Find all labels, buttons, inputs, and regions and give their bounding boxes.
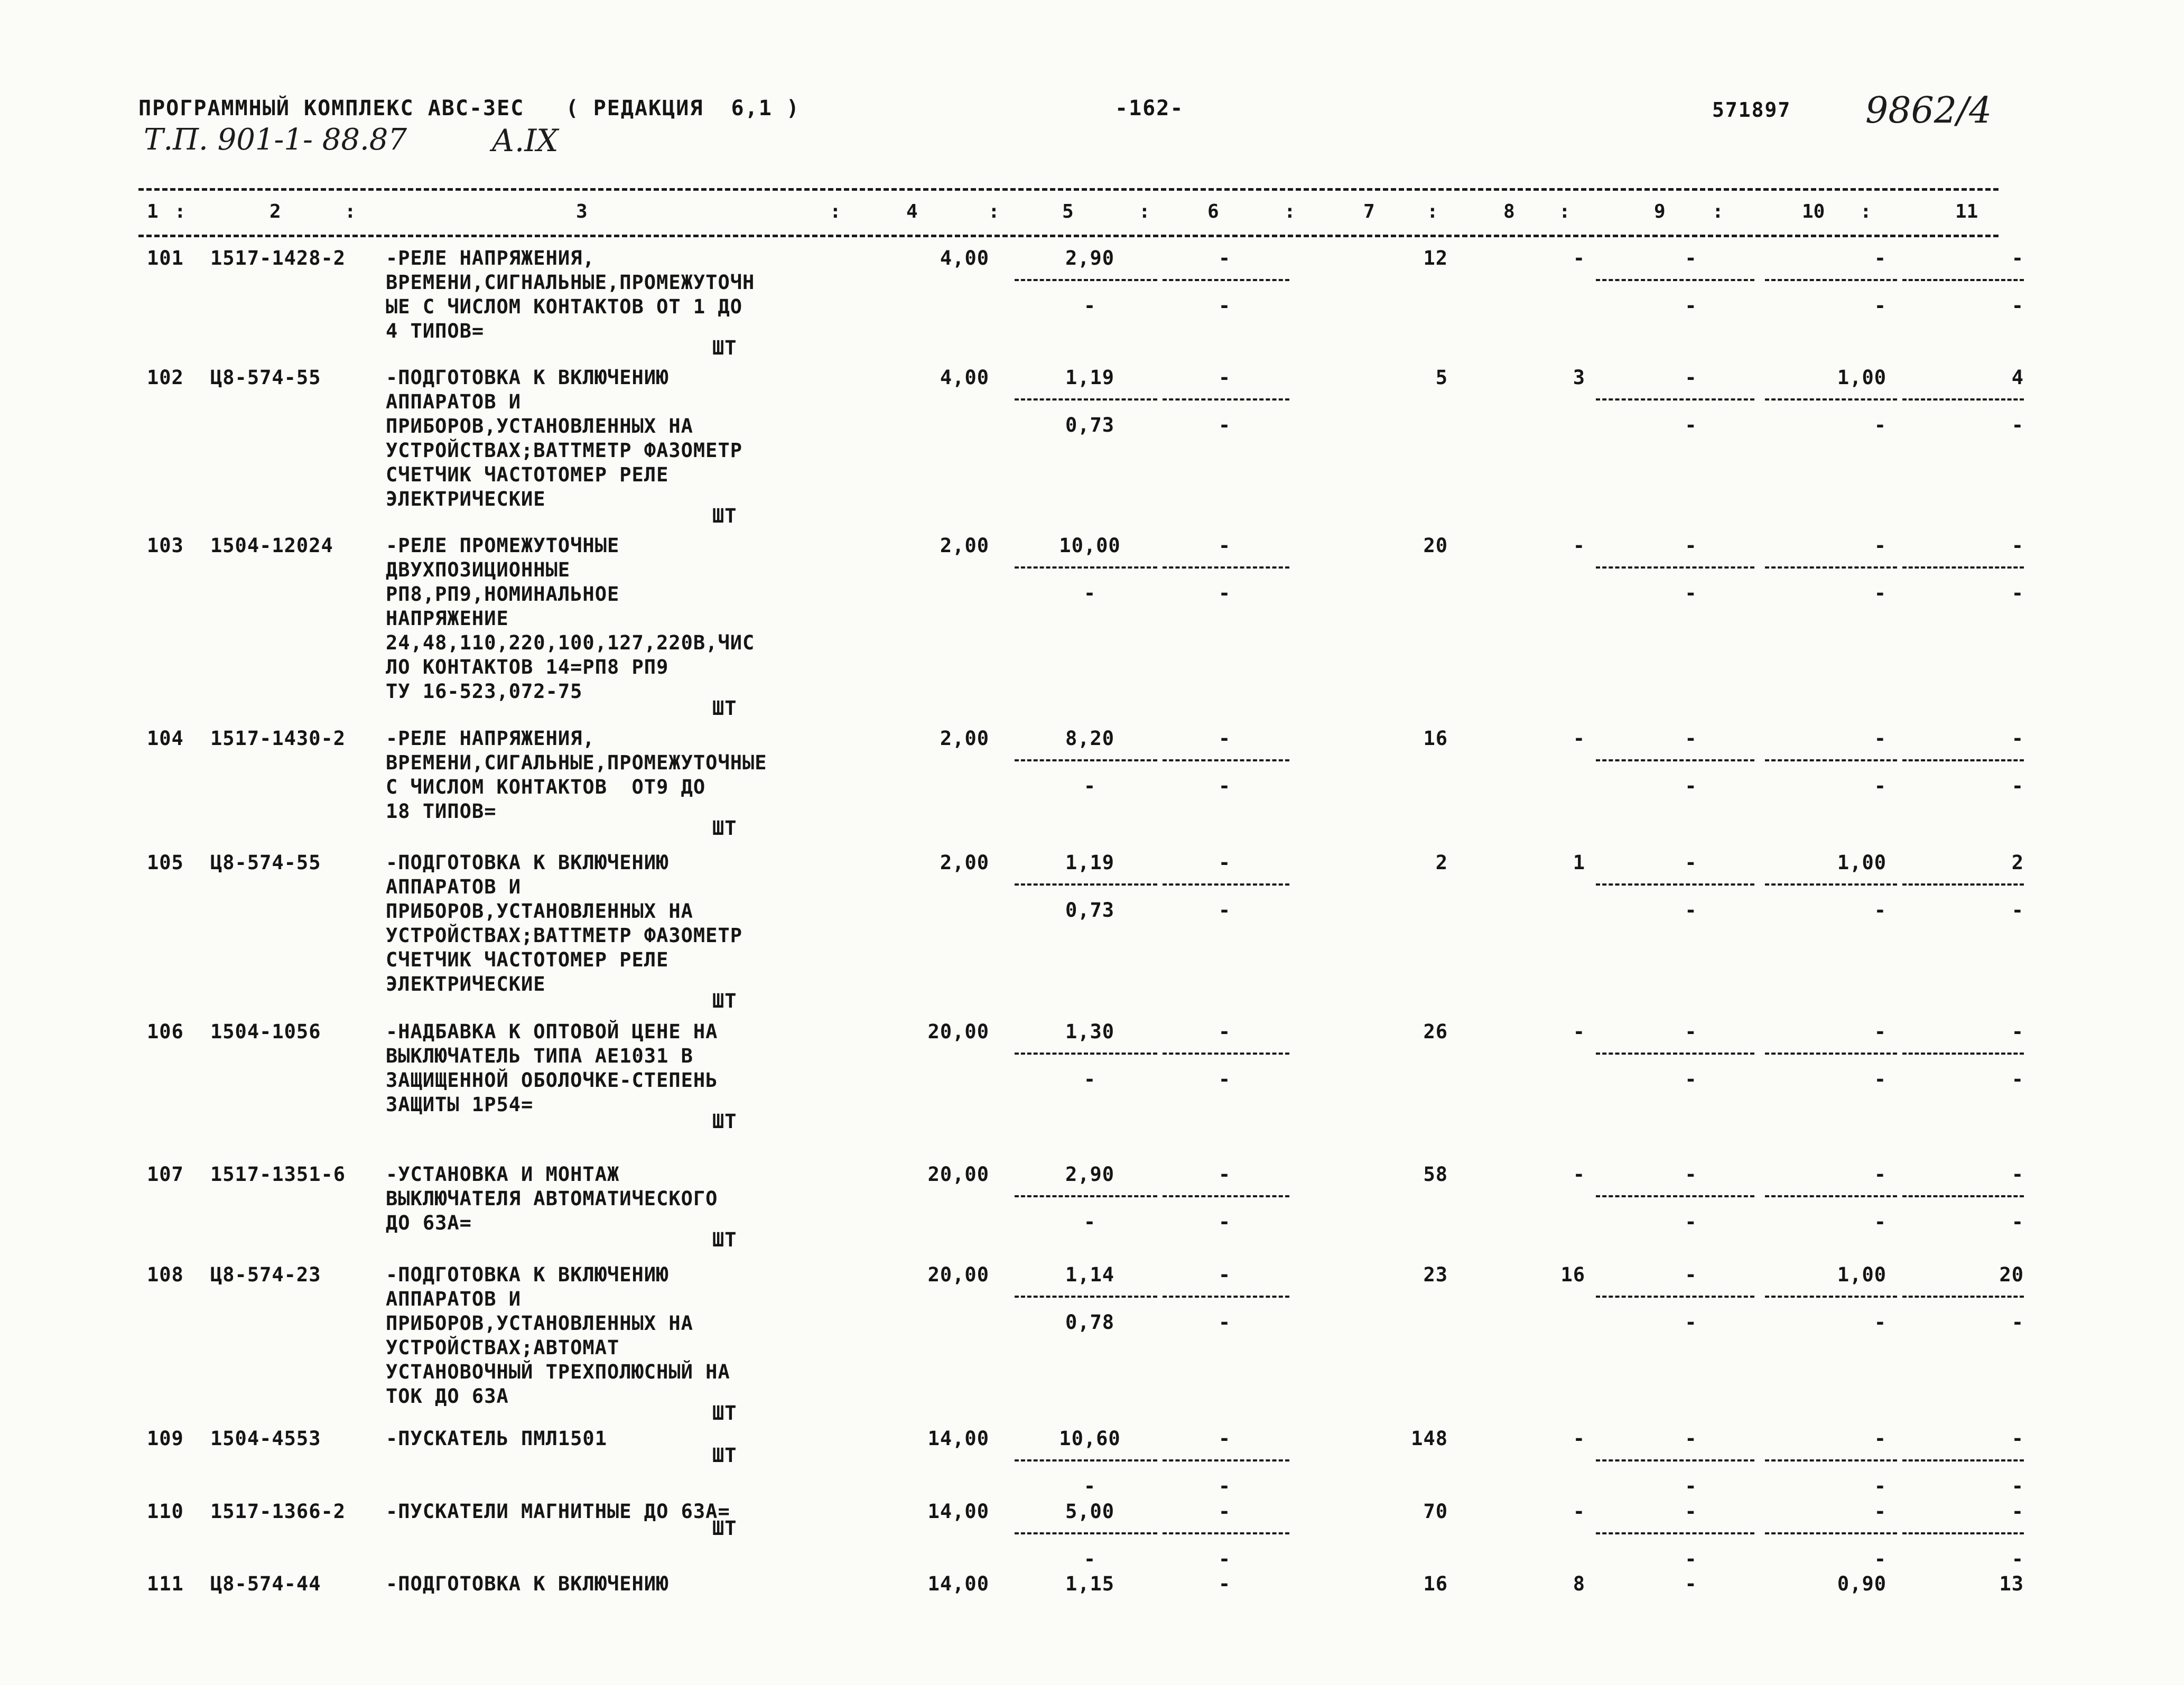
col-11-value: - xyxy=(2011,534,2024,557)
price-code: 1517-1428-2 xyxy=(210,247,346,269)
unit-price-lower: - xyxy=(1083,1548,1096,1570)
column-separator: : xyxy=(174,201,186,222)
row-number: 111 xyxy=(147,1572,184,1595)
col-9-value: - xyxy=(1685,1427,1697,1450)
unit-label: ШТ xyxy=(712,990,737,1012)
col-11-value: 13 xyxy=(1999,1572,2024,1595)
price-code: 1504-1056 xyxy=(210,1020,321,1043)
col-9-lower: - xyxy=(1685,294,1697,317)
col-11-lower: - xyxy=(2011,1475,2024,1497)
description-line: НАПРЯЖЕНИЕ xyxy=(386,607,509,630)
col-6-value: - xyxy=(1218,851,1231,874)
description-line: -ПОДГОТОВКА К ВКЛЮЧЕНИЮ xyxy=(386,851,669,874)
description-line: 4 ТИПОВ= xyxy=(386,320,485,342)
column-separator: : xyxy=(1712,201,1724,222)
description-line: С ЧИСЛОМ КОНТАКТОВ ОТ9 ДО xyxy=(386,776,706,798)
col-8-value: - xyxy=(1573,1020,1585,1043)
column-header-9: 9 xyxy=(1654,201,1666,222)
column-separator: : xyxy=(1559,201,1570,222)
fraction-line xyxy=(1015,1532,1157,1534)
fraction-line xyxy=(1163,1459,1289,1461)
col-8-value: 3 xyxy=(1573,366,1585,389)
col-11-lower: - xyxy=(2011,1548,2024,1570)
col-10-lower: - xyxy=(1874,294,1886,317)
col-6-value: - xyxy=(1218,1163,1231,1186)
col-9-lower: - xyxy=(1685,1475,1697,1497)
description-line: ТОК ДО 63А xyxy=(386,1385,509,1408)
description-line: ПРИБОРОВ,УСТАНОВЛЕННЫХ НА xyxy=(386,415,693,437)
unit-price: 1,19 xyxy=(1065,366,1115,389)
description-line: 18 ТИПОВ= xyxy=(386,800,497,823)
col-8-value: - xyxy=(1573,727,1585,750)
column-header-10: 10 xyxy=(1802,201,1825,222)
col-9-value: - xyxy=(1685,1500,1697,1523)
price-code: 1517-1366-2 xyxy=(210,1500,346,1523)
fraction-line xyxy=(1596,1459,1754,1461)
fraction-line xyxy=(1765,1195,1897,1197)
description-line: ДВУХПОЗИЦИОННЫЕ xyxy=(386,558,571,581)
description-line: -РЕЛЕ НАПРЯЖЕНИЯ, xyxy=(386,727,595,750)
description-line: -РЕЛЕ НАПРЯЖЕНИЯ, xyxy=(386,247,595,269)
column-separator: : xyxy=(988,201,1000,222)
row-number: 102 xyxy=(147,366,184,389)
col-6-value: - xyxy=(1218,1500,1231,1523)
fraction-line xyxy=(1015,883,1157,886)
price-code: Ц8-574-55 xyxy=(210,851,321,874)
col-6-lower: - xyxy=(1218,414,1231,436)
description-line: -ПОДГОТОВКА К ВКЛЮЧЕНИЮ xyxy=(386,1572,669,1595)
description-line: -ПУСКАТЕЛЬ ПМЛ1501 xyxy=(386,1427,607,1450)
col-8-value: - xyxy=(1573,534,1585,557)
description-line: АППАРАТОВ И xyxy=(386,1288,522,1310)
unit-price: 10,00 xyxy=(1059,534,1121,557)
col-10-value: - xyxy=(1874,534,1886,557)
quantity: 2,00 xyxy=(940,534,989,557)
column-header-6: 6 xyxy=(1207,201,1219,222)
col-9-value: - xyxy=(1685,366,1697,389)
col-6-value: - xyxy=(1218,366,1231,389)
description-line: -ПОДГОТОВКА К ВКЛЮЧЕНИЮ xyxy=(386,1263,669,1286)
column-separator: : xyxy=(345,201,356,222)
fraction-line xyxy=(1596,566,1754,569)
description-line: РП8,РП9,НОМИНАЛЬНОЕ xyxy=(386,583,620,606)
col-10-value: 1,00 xyxy=(1837,366,1886,389)
description-line: ТУ 16-523,072-75 xyxy=(386,680,583,703)
unit-price-lower: - xyxy=(1083,1475,1096,1497)
col-6-value: - xyxy=(1218,247,1231,269)
fraction-line xyxy=(1163,1195,1289,1197)
fraction-line xyxy=(1765,279,1897,281)
col-11-value: - xyxy=(2011,1500,2024,1523)
price-code: Ц8-574-23 xyxy=(210,1263,321,1286)
col-11-lower: - xyxy=(2011,775,2024,797)
fraction-line xyxy=(1765,566,1897,569)
column-header-2: 2 xyxy=(269,201,281,222)
col-11-lower: - xyxy=(2011,582,2024,604)
unit-price: 8,20 xyxy=(1065,727,1115,750)
fraction-line xyxy=(1015,279,1157,281)
col-10-lower: - xyxy=(1874,1211,1886,1233)
description-line: СЧЕТЧИК ЧАСТОТОМЕР РЕЛЕ xyxy=(386,948,669,971)
col-6-value: - xyxy=(1218,1427,1231,1450)
col-8-value: - xyxy=(1573,1500,1585,1523)
description-line: -ПОДГОТОВКА К ВКЛЮЧЕНИЮ xyxy=(386,366,669,389)
col-6-value: - xyxy=(1218,1572,1231,1595)
fraction-line xyxy=(1596,883,1754,886)
col-11-value: 2 xyxy=(2011,851,2024,874)
price-code: Ц8-574-44 xyxy=(210,1572,321,1595)
column-separator: : xyxy=(1860,201,1872,222)
unit-price-lower: 0,78 xyxy=(1065,1311,1115,1334)
unit-price: 1,30 xyxy=(1065,1020,1115,1043)
column-separator: : xyxy=(1427,201,1438,222)
fraction-line xyxy=(1596,1053,1754,1055)
col-9-value: - xyxy=(1685,727,1697,750)
fraction-line xyxy=(1765,1296,1897,1298)
page-number: -162- xyxy=(1115,96,1184,120)
column-separator: : xyxy=(1139,201,1150,222)
col-7-value: 58 xyxy=(1423,1163,1448,1186)
handwritten-tp: Т.П. 901-1- 88.87 xyxy=(144,123,407,157)
price-code: 1504-12024 xyxy=(210,534,333,557)
col-10-lower: - xyxy=(1874,414,1886,436)
col-9-value: - xyxy=(1685,1572,1697,1595)
fraction-line xyxy=(1163,566,1289,569)
col-6-lower: - xyxy=(1218,582,1231,604)
fraction-line xyxy=(1902,1053,2024,1055)
description-line: УСТРОЙСТВАХ;ВАТТМЕТР ФАЗОМЕТР xyxy=(386,924,743,947)
fraction-line xyxy=(1765,1459,1897,1461)
column-header-1: 1 xyxy=(147,201,159,222)
col-11-value: - xyxy=(2011,1020,2024,1043)
fraction-line xyxy=(1902,566,2024,569)
handwritten-album: А.IX xyxy=(491,123,559,159)
column-header-3: 3 xyxy=(576,201,588,222)
fraction-line xyxy=(1765,1053,1897,1055)
col-11-lower: - xyxy=(2011,294,2024,317)
description-line: ПРИБОРОВ,УСТАНОВЛЕННЫХ НА xyxy=(386,1312,693,1335)
row-number: 101 xyxy=(147,247,184,269)
col-6-value: - xyxy=(1218,1263,1231,1286)
row-number: 107 xyxy=(147,1163,184,1186)
fraction-line xyxy=(1163,1053,1289,1055)
quantity: 4,00 xyxy=(940,366,989,389)
col-10-value: - xyxy=(1874,1427,1886,1450)
description-line: ЭЛЕКТРИЧЕСКИЕ xyxy=(386,488,546,510)
description-line: УСТРОЙСТВАХ;АВТОМАТ xyxy=(386,1336,620,1359)
unit-label: ШТ xyxy=(712,817,737,840)
col-10-lower: - xyxy=(1874,775,1886,797)
fraction-line xyxy=(1163,759,1289,761)
fraction-line xyxy=(1015,1459,1157,1461)
col-6-lower: - xyxy=(1218,1475,1231,1497)
fraction-line xyxy=(1015,566,1157,569)
fraction-line xyxy=(1902,1195,2024,1197)
quantity: 2,00 xyxy=(940,851,989,874)
handwritten-number: 9862/4 xyxy=(1865,90,1992,132)
row-number: 104 xyxy=(147,727,184,750)
col-10-lower: - xyxy=(1874,582,1886,604)
col-7-value: 70 xyxy=(1423,1500,1448,1523)
col-7-value: 20 xyxy=(1423,534,1448,557)
col-7-value: 16 xyxy=(1423,727,1448,750)
unit-price-lower: - xyxy=(1083,1068,1096,1091)
col-10-value: - xyxy=(1874,727,1886,750)
col-9-value: - xyxy=(1685,1163,1697,1186)
fraction-line xyxy=(1765,883,1897,886)
description-line: -НАДБАВКА К ОПТОВОЙ ЦЕНЕ НА xyxy=(386,1020,718,1043)
fraction-line xyxy=(1015,398,1157,401)
fraction-line xyxy=(1596,279,1754,281)
description-line: ДО 63А= xyxy=(386,1212,472,1234)
col-9-lower: - xyxy=(1685,775,1697,797)
col-7-value: 23 xyxy=(1423,1263,1448,1286)
col-6-value: - xyxy=(1218,1020,1231,1043)
description-line: ЫЕ С ЧИСЛОМ КОНТАКТОВ ОТ 1 ДО xyxy=(386,295,743,318)
quantity: 2,00 xyxy=(940,727,989,750)
unit-price-lower: 0,73 xyxy=(1065,414,1115,436)
fraction-line xyxy=(1596,759,1754,761)
description-line: ВРЕМЕНИ,СИГНАЛЬНЫЕ,ПРОМЕЖУТОЧН xyxy=(386,271,755,294)
fraction-line xyxy=(1163,1296,1289,1298)
col-10-value: - xyxy=(1874,1500,1886,1523)
quantity: 14,00 xyxy=(927,1572,989,1595)
col-11-lower: - xyxy=(2011,1068,2024,1091)
col-10-value: 0,90 xyxy=(1837,1572,1886,1595)
col-8-value: 1 xyxy=(1573,851,1585,874)
col-6-lower: - xyxy=(1218,1068,1231,1091)
col-9-lower: - xyxy=(1685,1311,1697,1334)
header-rule xyxy=(138,235,1999,237)
col-10-lower: - xyxy=(1874,1548,1886,1570)
column-header-11: 11 xyxy=(1955,201,1978,222)
description-line: ЭЛЕКТРИЧЕСКИЕ xyxy=(386,973,546,995)
fraction-line xyxy=(1596,398,1754,401)
col-11-value: - xyxy=(2011,247,2024,269)
fraction-line xyxy=(1015,1296,1157,1298)
description-line: УСТАНОВОЧНЫЙ ТРЕХПОЛЮСНЫЙ НА xyxy=(386,1361,730,1383)
column-header-5: 5 xyxy=(1062,201,1074,222)
column-header-4: 4 xyxy=(906,201,918,222)
quantity: 4,00 xyxy=(940,247,989,269)
unit-label: ШТ xyxy=(712,1228,737,1251)
col-10-value: - xyxy=(1874,1163,1886,1186)
fraction-line xyxy=(1902,1532,2024,1534)
col-7-value: 148 xyxy=(1411,1427,1448,1450)
description-line: АППАРАТОВ И xyxy=(386,876,522,898)
description-line: АППАРАТОВ И xyxy=(386,390,522,413)
unit-price: 1,14 xyxy=(1065,1263,1115,1286)
description-line: ЛО КОНТАКТОВ 14=РП8 РП9 xyxy=(386,656,669,678)
fraction-line xyxy=(1902,398,2024,401)
description-line: ВЫКЛЮЧАТЕЛЬ ТИПА АЕ1031 В xyxy=(386,1045,693,1067)
fraction-line xyxy=(1902,1459,2024,1461)
col-11-value: 20 xyxy=(1999,1263,2024,1286)
description-line: УСТРОЙСТВАХ;ВАТТМЕТР ФАЗОМЕТР xyxy=(386,439,743,462)
col-11-value: 4 xyxy=(2011,366,2024,389)
col-6-lower: - xyxy=(1218,899,1231,921)
unit-price-lower: 0,73 xyxy=(1065,899,1115,921)
description-line: -УСТАНОВКА И МОНТАЖ xyxy=(386,1163,620,1186)
unit-label: ШТ xyxy=(712,1517,737,1540)
col-9-value: - xyxy=(1685,247,1697,269)
column-header-7: 7 xyxy=(1363,201,1375,222)
fraction-line xyxy=(1015,1053,1157,1055)
price-code: 1504-4553 xyxy=(210,1427,321,1450)
col-9-value: - xyxy=(1685,1263,1697,1286)
unit-price-lower: - xyxy=(1083,582,1096,604)
col-7-value: 2 xyxy=(1435,851,1448,874)
col-6-lower: - xyxy=(1218,1311,1231,1334)
quantity: 14,00 xyxy=(927,1500,989,1523)
col-8-value: 8 xyxy=(1573,1572,1585,1595)
description-line: -ПУСКАТЕЛИ МАГНИТНЫЕ ДО 63А= xyxy=(386,1500,730,1523)
top-rule xyxy=(138,188,1999,191)
price-code: 1517-1430-2 xyxy=(210,727,346,750)
col-10-lower: - xyxy=(1874,1311,1886,1334)
fraction-line xyxy=(1765,1532,1897,1534)
fraction-line xyxy=(1765,759,1897,761)
fraction-line xyxy=(1765,398,1897,401)
fraction-line xyxy=(1902,759,2024,761)
unit-price-lower: - xyxy=(1083,1211,1096,1233)
col-9-value: - xyxy=(1685,851,1697,874)
fraction-line xyxy=(1596,1532,1754,1534)
description-line: ЗАЩИТЫ 1Р54= xyxy=(386,1093,534,1116)
col-7-value: 26 xyxy=(1423,1020,1448,1043)
col-9-lower: - xyxy=(1685,899,1697,921)
row-number: 103 xyxy=(147,534,184,557)
fraction-line xyxy=(1596,1195,1754,1197)
col-8-value: - xyxy=(1573,1427,1585,1450)
col-8-value: 16 xyxy=(1560,1263,1585,1286)
col-9-lower: - xyxy=(1685,1211,1697,1233)
unit-price: 1,15 xyxy=(1065,1572,1115,1595)
col-11-lower: - xyxy=(2011,1211,2024,1233)
col-9-lower: - xyxy=(1685,1548,1697,1570)
description-line: ВЫКЛЮЧАТЕЛЯ АВТОМАТИЧЕСКОГО xyxy=(386,1187,718,1210)
col-6-lower: - xyxy=(1218,294,1231,317)
quantity: 14,00 xyxy=(927,1427,989,1450)
column-separator: : xyxy=(830,201,841,222)
unit-label: ШТ xyxy=(712,697,737,720)
description-line: -РЕЛЕ ПРОМЕЖУТОЧНЫЕ xyxy=(386,534,620,557)
row-number: 106 xyxy=(147,1020,184,1043)
row-number: 108 xyxy=(147,1263,184,1286)
col-9-lower: - xyxy=(1685,582,1697,604)
fraction-line xyxy=(1902,1296,2024,1298)
fraction-line xyxy=(1015,759,1157,761)
fraction-line xyxy=(1163,279,1289,281)
row-number: 110 xyxy=(147,1500,184,1523)
document-code: 571897 xyxy=(1712,98,1791,122)
unit-label: ШТ xyxy=(712,1402,737,1425)
col-11-value: - xyxy=(2011,1427,2024,1450)
row-number: 109 xyxy=(147,1427,184,1450)
description-line: ЗАЩИЩЕННОЙ ОБОЛОЧКЕ-СТЕПЕНЬ xyxy=(386,1069,718,1092)
unit-price-lower: - xyxy=(1083,775,1096,797)
description-line: ПРИБОРОВ,УСТАНОВЛЕННЫХ НА xyxy=(386,900,693,923)
price-code: 1517-1351-6 xyxy=(210,1163,346,1186)
program-title: ПРОГРАММНЫЙ КОМПЛЕКС АВС-3ЕС ( РЕДАКЦИЯ 6,1 ) xyxy=(138,96,800,120)
description-line: ВРЕМЕНИ,СИГАЛЬНЫЕ,ПРОМЕЖУТОЧНЫЕ xyxy=(386,751,767,774)
col-10-value: 1,00 xyxy=(1837,1263,1886,1286)
fraction-line xyxy=(1902,883,2024,886)
col-7-value: 5 xyxy=(1435,366,1448,389)
unit-label: ШТ xyxy=(712,1444,737,1467)
price-code: Ц8-574-55 xyxy=(210,366,321,389)
fraction-line xyxy=(1902,279,2024,281)
fraction-line xyxy=(1163,398,1289,401)
col-10-value: - xyxy=(1874,1020,1886,1043)
description-line: СЧЕТЧИК ЧАСТОТОМЕР РЕЛЕ xyxy=(386,463,669,486)
col-9-lower: - xyxy=(1685,414,1697,436)
unit-price: 1,19 xyxy=(1065,851,1115,874)
unit-label: ШТ xyxy=(712,337,737,359)
col-10-lower: - xyxy=(1874,899,1886,921)
unit-label: ШТ xyxy=(712,1110,737,1133)
col-9-value: - xyxy=(1685,534,1697,557)
col-9-lower: - xyxy=(1685,1068,1697,1091)
col-6-value: - xyxy=(1218,534,1231,557)
unit-price: 2,90 xyxy=(1065,247,1115,269)
quantity: 20,00 xyxy=(927,1263,989,1286)
col-8-value: - xyxy=(1573,247,1585,269)
fraction-line xyxy=(1163,883,1289,886)
fraction-line xyxy=(1163,1532,1289,1534)
fraction-line xyxy=(1015,1195,1157,1197)
col-10-lower: - xyxy=(1874,1068,1886,1091)
col-6-lower: - xyxy=(1218,1548,1231,1570)
description-line: 24,48,110,220,100,127,220В,ЧИС xyxy=(386,631,755,654)
col-8-value: - xyxy=(1573,1163,1585,1186)
column-separator: : xyxy=(1284,201,1296,222)
col-11-value: - xyxy=(2011,727,2024,750)
quantity: 20,00 xyxy=(927,1163,989,1186)
col-6-lower: - xyxy=(1218,1211,1231,1233)
col-9-value: - xyxy=(1685,1020,1697,1043)
unit-price-lower: - xyxy=(1083,294,1096,317)
col-11-lower: - xyxy=(2011,899,2024,921)
unit-price: 5,00 xyxy=(1065,1500,1115,1523)
col-6-value: - xyxy=(1218,727,1231,750)
col-11-lower: - xyxy=(2011,1311,2024,1334)
quantity: 20,00 xyxy=(927,1020,989,1043)
unit-label: ШТ xyxy=(712,505,737,527)
col-10-lower: - xyxy=(1874,1475,1886,1497)
col-11-lower: - xyxy=(2011,414,2024,436)
col-7-value: 16 xyxy=(1423,1572,1448,1595)
column-header-8: 8 xyxy=(1503,201,1515,222)
fraction-line xyxy=(1596,1296,1754,1298)
unit-price: 2,90 xyxy=(1065,1163,1115,1186)
col-10-value: 1,00 xyxy=(1837,851,1886,874)
col-10-value: - xyxy=(1874,247,1886,269)
unit-price: 10,60 xyxy=(1059,1427,1121,1450)
col-11-value: - xyxy=(2011,1163,2024,1186)
row-number: 105 xyxy=(147,851,184,874)
col-7-value: 12 xyxy=(1423,247,1448,269)
col-6-lower: - xyxy=(1218,775,1231,797)
